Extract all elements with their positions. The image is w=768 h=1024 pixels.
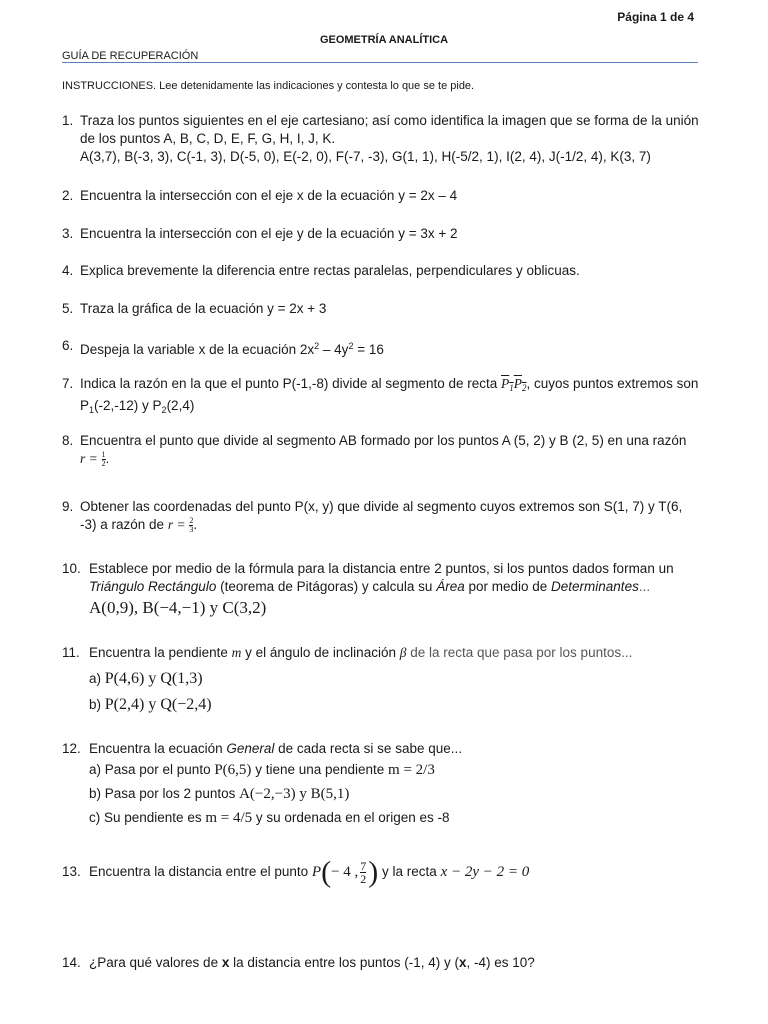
slope-symbol: m [231, 645, 242, 660]
question-text: Obtener las coordenadas del punto P(x, y) que divide al segmento cuyos extremos son S(1, 7) y T(6, -3) a razón de [80, 499, 683, 532]
question-4 [62, 262, 702, 280]
question-text: , -4) es 10? [466, 955, 535, 970]
question-text: por medio de [464, 579, 552, 594]
question-11 [62, 644, 702, 718]
question-text: Traza los puntos siguientes en el eje cartesiano; así como identifica la imagen que se forma de la unión de los puntos A, B, C, D, E, F, G, H, I, J, K. [80, 113, 699, 146]
point-label: P [311, 864, 322, 880]
question-number: 8. [62, 433, 74, 448]
question-text: Encuentra la ecuación [89, 741, 227, 756]
item-label: b) [89, 697, 102, 712]
question-number: 9. [62, 499, 74, 514]
question-text: Indica la razón en la que el punto P(-1,-8) divide al segmento de recta [80, 376, 501, 391]
question-text: Encuentra la intersección con el eje x de la ecuación y = 2x – 4 [80, 188, 458, 203]
question-number: 12. [62, 741, 81, 756]
question-text: Traza la gráfica de la ecuación y = 2x + 3 [80, 301, 327, 316]
question-text: ¿Para qué valores de [89, 955, 222, 970]
question-number: 10. [62, 561, 81, 576]
ratio-fraction: $\frac{2}{3}$ [189, 515, 194, 534]
exponent: 2 [348, 341, 354, 351]
question-7 [62, 375, 702, 419]
question-number: 3. [62, 226, 74, 241]
period: . [193, 517, 198, 532]
question-points: A(3,7), B(-3, 3), C(-1, 3), D(-5, 0), E(-2, 0), F(-7, -3), G(1, 1), H(-5/2, 1), I(2, 4), J(-1/2, 4), K(3, 7) [80, 149, 651, 164]
question-text: (teorema de Pitágoras) y calcula su [216, 579, 437, 594]
segment-notation: $P_1P_2$ [501, 376, 527, 393]
question-number: 14. [62, 955, 81, 970]
page-number: Página 1 de 4 [617, 10, 694, 24]
question-number: 4. [62, 263, 74, 278]
question-number: 11. [62, 645, 80, 660]
bold-variable: x [458, 955, 467, 970]
question-italic: Área [436, 579, 465, 594]
slope-math: m = 4/5 [205, 810, 253, 826]
item-text: y su ordenada en el origen es -8 [252, 810, 450, 825]
question-12 [62, 740, 702, 830]
question-text: de la recta que pasa por los puntos... [406, 645, 633, 660]
question-number: 6. [62, 338, 74, 353]
question-italic: Triángulo Rectángulo [89, 579, 217, 594]
question-13 [62, 852, 702, 892]
ellipsis: ... [638, 579, 651, 594]
close-paren: ) [368, 855, 379, 889]
question-5 [62, 300, 702, 318]
question-3 [62, 225, 702, 243]
question-text: Encuentra la pendiente [89, 645, 232, 660]
question-text: (-2,-12) y P [94, 398, 162, 413]
subscript: 2 [161, 405, 167, 415]
question-9 [62, 498, 702, 534]
question-text: Establece por medio de la fórmula para la distancia entre 2 puntos, si los puntos dados forman un [89, 561, 674, 576]
question-text: Encuentra el punto que divide al segmento AB formado por los puntos A (5, 2) y B (2, 5) en una razón [80, 433, 687, 448]
question-14 [62, 954, 702, 972]
item-label: a) [89, 671, 102, 686]
question-text: y el ángulo de inclinación [241, 645, 400, 660]
item-text: a) Pasa por el punto [89, 762, 215, 777]
points-math: A(0,9), B(−4,−1) y C(3,2) [89, 598, 267, 617]
question-text: = 16 [353, 342, 384, 357]
header-rule [62, 62, 698, 63]
item-text: c) Su pendiente es [89, 810, 206, 825]
point-y-fraction: $\frac{7}{2}$ [360, 858, 367, 886]
subscript: 1 [89, 405, 95, 415]
question-text: de cada recta si se sabe que... [274, 741, 462, 756]
points-math: P(2,4) y Q(−2,4) [104, 696, 212, 713]
question-2 [62, 187, 702, 205]
slope-math: m = 2/3 [388, 762, 435, 778]
ratio-label: r = [167, 517, 186, 532]
question-10 [62, 560, 702, 620]
question-text: Despeja la variable x de la ecuación 2x [80, 342, 315, 357]
question-text: Explica brevemente la diferencia entre rectas paralelas, perpendiculares y oblicuas. [80, 263, 580, 278]
question-1 [62, 112, 702, 166]
point-x: − 4 , [331, 864, 359, 880]
bold-variable: x [221, 955, 230, 970]
question-number: 2. [62, 188, 74, 203]
document-title: GEOMETRÍA ANALÍTICA [319, 34, 449, 46]
question-number: 13. [62, 864, 81, 879]
document-subtitle: GUÍA DE RECUPERACIÓN [62, 50, 199, 62]
point-math: P(6,5) [214, 762, 252, 778]
question-text: (2,4) [166, 398, 195, 413]
question-8 [62, 432, 702, 468]
item-text: b) Pasa por los 2 puntos [89, 786, 240, 801]
question-6 [62, 337, 702, 359]
question-text: y la recta [378, 864, 441, 879]
points-math: A(−2,−3) y B(5,1) [239, 786, 350, 802]
question-text: Encuentra la intersección con el eje y de la ecuación y = 3x + 2 [80, 226, 458, 241]
ratio-label: r = [80, 451, 98, 466]
period: . [105, 451, 110, 466]
ratio-fraction: $\frac{1}{2}$ [101, 449, 106, 468]
instructions: INSTRUCCIONES. Lee detenidamente las indicaciones y contesta lo que se te pide. [62, 80, 475, 92]
question-text: , cuyos puntos extremos son P [80, 376, 699, 413]
question-number: 7. [62, 376, 74, 391]
question-number: 1. [62, 113, 74, 128]
open-paren: ( [321, 855, 332, 889]
question-text: la distancia entre los puntos (-1, 4) y ( [229, 955, 459, 970]
line-equation: x − 2y − 2 = 0 [440, 864, 530, 880]
exponent: 2 [314, 341, 320, 351]
points-math: P(4,6) y Q(1,3) [104, 670, 203, 687]
question-text: Encuentra la distancia entre el punto [89, 864, 312, 879]
question-italic: Determinantes [551, 579, 639, 594]
beta-symbol: β [399, 645, 407, 660]
question-number: 5. [62, 301, 74, 316]
question-text: – 4y [319, 342, 349, 357]
question-italic: General [226, 741, 275, 756]
item-text: y tiene una pendiente [251, 762, 389, 777]
